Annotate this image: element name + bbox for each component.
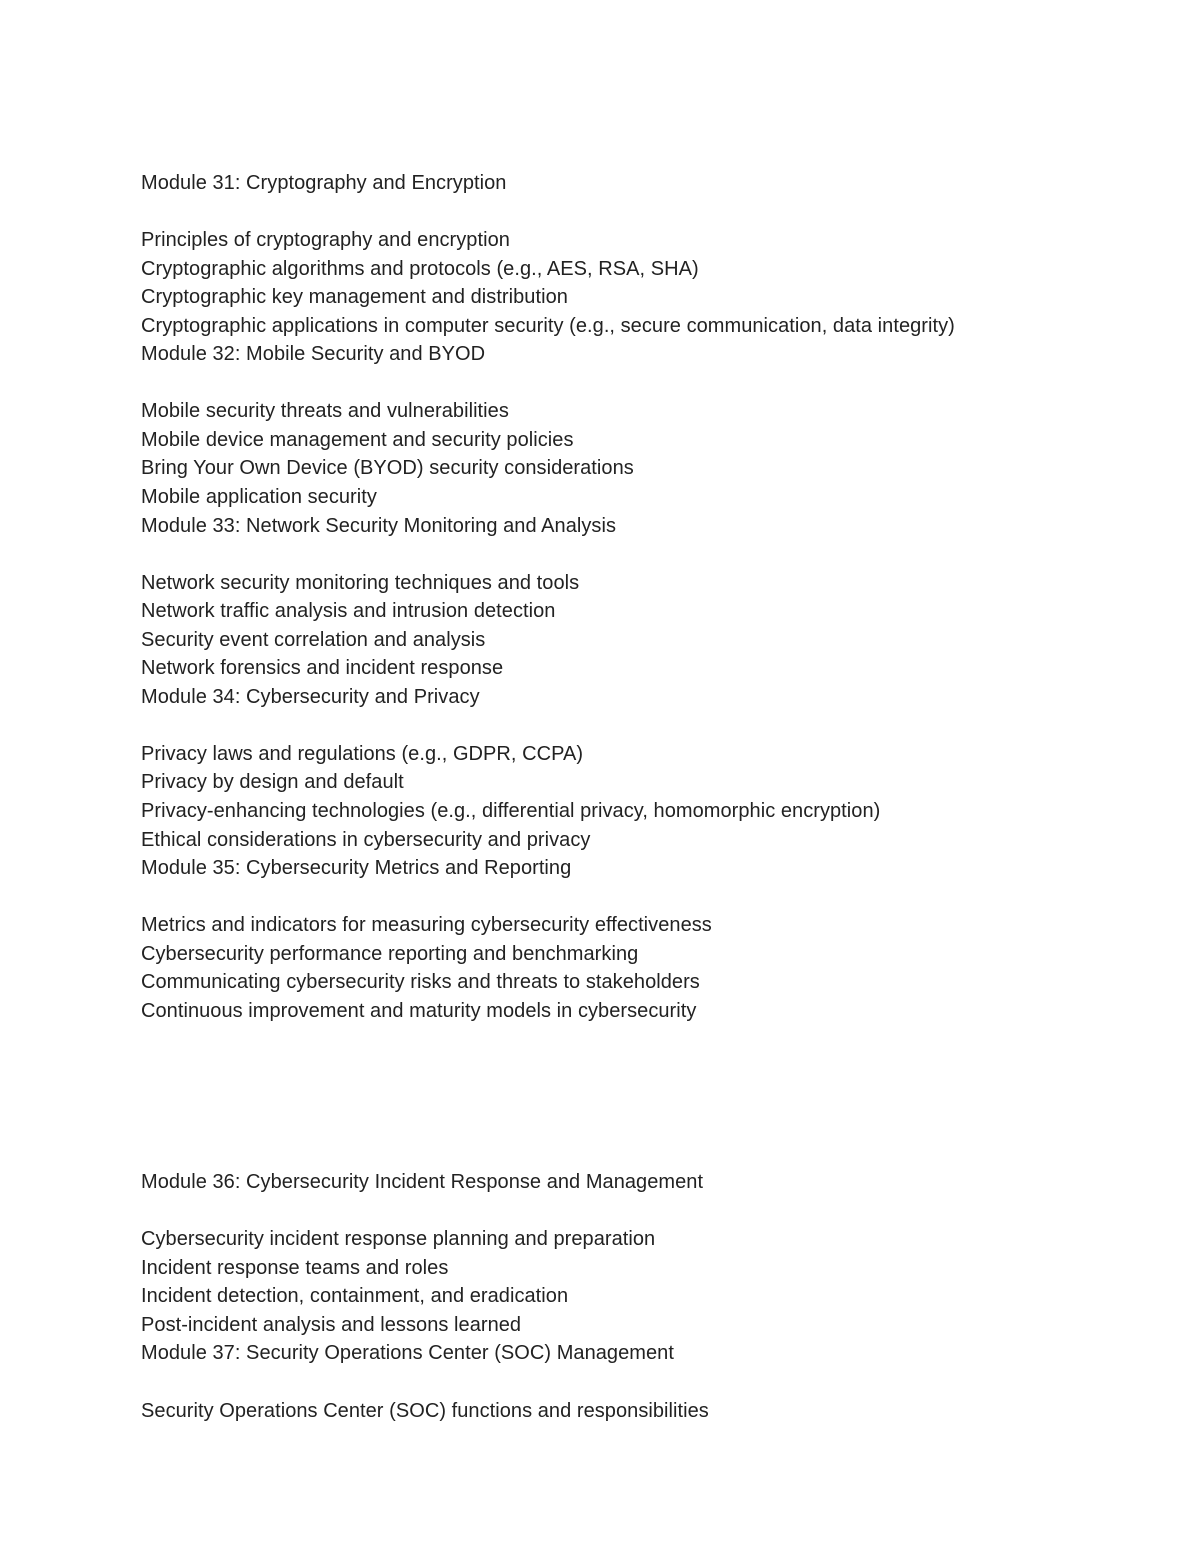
blank-line [141,1197,1141,1226]
list-item: Network security monitoring techniques and tools [141,571,580,594]
blank-line [141,1083,1141,1112]
list-item: Principles of cryptography and encryption [141,229,510,252]
document-body [141,169,1141,1425]
module-35-heading: Module 35: Cybersecurity Metrics and Reporting [141,857,572,880]
list-item: Ethical considerations in cybersecurity and privacy [141,828,591,851]
list-item: Network forensics and incident response [141,657,504,680]
module-31-heading: Module 31: Cryptography and Encryption [141,172,507,194]
blank-line [141,711,1141,740]
list-item: Incident detection, containment, and eradication [141,1285,569,1308]
list-item: Privacy by design and default [141,771,404,794]
module-36-heading: Module 36: Cybersecurity Incident Response and Management [141,1171,704,1194]
module-33-heading: Module 33: Network Security Monitoring and Analysis [141,514,617,537]
blank-line [141,198,1141,227]
blank-line [141,540,1141,569]
list-item: Cryptographic key management and distribution [141,286,568,309]
list-item: Security event correlation and analysis [141,628,486,651]
list-item: Cybersecurity incident response planning and preparation [141,1228,656,1251]
blank-line [141,1368,1141,1397]
blank-line [141,1111,1141,1140]
module-34-heading: Module 34: Cybersecurity and Privacy [141,685,480,708]
list-item: Continuous improvement and maturity models in cybersecurity [141,999,697,1022]
list-item: Post-incident analysis and lessons learned [141,1313,522,1336]
list-item: Privacy laws and regulations (e.g., GDPR, CCPA) [141,742,584,765]
list-item: Privacy-enhancing technologies (e.g., differential privacy, homomorphic encryption) [141,800,881,823]
list-item: Mobile application security [141,486,377,509]
list-item: Network traffic analysis and intrusion detection [141,600,556,623]
module-37-heading: Module 37: Security Operations Center (SOC) Management [141,1342,674,1365]
blank-line [141,883,1141,912]
list-item: Cybersecurity performance reporting and benchmarking [141,942,639,965]
blank-line [141,1054,1141,1083]
list-item: Cryptographic applications in computer security (e.g., secure communication, data integrity) [141,314,955,337]
list-item: Mobile device management and security policies [141,428,574,451]
module-32-heading: Module 32: Mobile Security and BYOD [141,343,486,366]
list-item: Metrics and indicators for measuring cybersecurity effectiveness [141,914,712,937]
blank-line [141,369,1141,398]
list-item: Incident response teams and roles [141,1256,449,1279]
list-item: Bring Your Own Device (BYOD) security considerations [141,457,634,480]
blank-line [141,1025,1141,1054]
blank-line [141,1140,1141,1169]
list-item: Mobile security threats and vulnerabilities [141,400,509,423]
list-item: Cryptographic algorithms and protocols (e.g., AES, RSA, SHA) [141,257,699,280]
list-item: Communicating cybersecurity risks and threats to stakeholders [141,971,700,994]
list-item: Security Operations Center (SOC) functions and responsibilities [141,1399,709,1422]
